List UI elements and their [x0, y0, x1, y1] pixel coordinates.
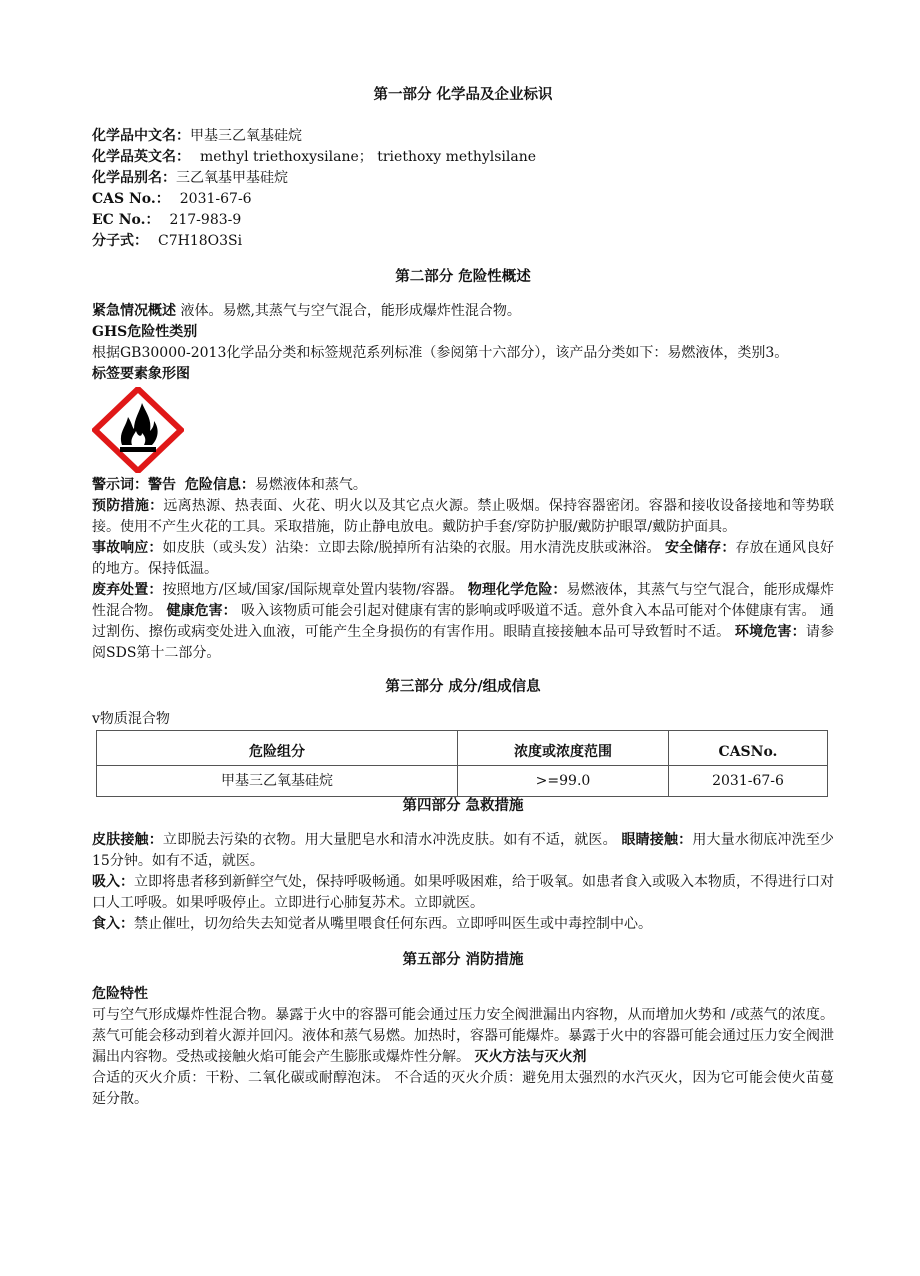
table-header-row	[97, 731, 828, 766]
document-page	[92, 84, 834, 1110]
ec-label: EC No.：	[92, 212, 160, 228]
alias-label: 化学品别名：	[92, 170, 176, 186]
header-component: 危险组分	[97, 731, 458, 766]
env-label: 环境危害：	[734, 624, 806, 640]
signal-word-value: 警告	[148, 477, 176, 493]
header-concentration: 浓度或浓度范围	[458, 731, 669, 766]
flame-pictogram-icon	[92, 387, 184, 473]
disposal-text: 按照地方/区域/国家/国际规章处置内装物/容器。	[162, 582, 468, 598]
physchem-text: 易燃液体，其蒸气与空气混合，能形成爆炸性混合物。	[92, 582, 835, 619]
cas-label: CAS No.：	[92, 191, 170, 207]
disposal-label: 废弃处置：	[92, 582, 163, 598]
cell-cas: 2031-67-6	[669, 766, 828, 797]
section-4-title: 第四部分 急救措施	[402, 797, 524, 814]
mixture-note: v物质混合物	[92, 711, 170, 727]
en-name-value: methyl triethoxysilane； triethoxy methylsilane	[200, 149, 537, 165]
header-cas: CASNo.	[669, 731, 828, 766]
inhalation-text: 立即将患者移到新鲜空气处，保持呼吸畅通。如果呼吸困难，给于吸氧。如患者食入或吸入本物质，不得进行口对口人工呼吸。如果呼吸停止。立即进行心肺复苏术。立即就医。	[92, 874, 834, 911]
fire-hazard-text: 可与空气形成爆炸性混合物。暴露于火中的容器可能会通过压力安全阀泄漏出内容物，从而增加火势和 /或蒸气的浓度。蒸气可能会移动到着火源并回闪。液体和蒸气易燃。加热时，容器可能爆炸。暴露于火中的容器可能会通过压力安全阀泄漏出内容物。受热或接触火焰可能会产生膨胀或爆炸性分解。	[92, 1007, 834, 1065]
storage-text: 存放在通风良好的地方。保持低温。	[92, 540, 835, 577]
pictogram-label: 标签要素象形图	[92, 366, 190, 382]
cas-value: 2031-67-6	[179, 191, 252, 207]
extinguish-method-text: 合适的灭火介质：干粉、二氧化碳或耐醇泡沫。 不合适的灭火介质：避免用太强烈的水汽灭火，因为它可能会使火苗蔓延分散。	[92, 1070, 834, 1107]
eye-contact-label: 眼睛接触：	[621, 832, 693, 848]
formula-label: 分子式：	[92, 233, 148, 249]
ingestion-label: 食入：	[92, 916, 134, 932]
identification-block	[92, 126, 834, 252]
emergency-text: 液体。易燃,其蒸气与空气混合，能形成爆炸性混合物。	[176, 303, 521, 319]
ingestion-text: 禁止催吐，切勿给失去知觉者从嘴里喂食任何东西。立即呼叫医生或中毒控制中心。	[134, 916, 652, 932]
skin-contact-text: 立即脱去污染的衣物。用大量肥皂水和清水冲洗皮肤。如有不适，就医。	[162, 832, 622, 848]
health-text: 吸入该物质可能会引起对健康有害的影响或呼吸道不适。意外食入本品可能对个体健康有害。 通过割伤、擦伤或病变处进入血液，可能产生全身损伤的有害作用。眼睛直接接触本品可导致暂时不适。	[92, 603, 835, 640]
hazard-info-text: 易燃液体和蒸气。	[254, 477, 367, 493]
response-label: 事故响应：	[92, 540, 163, 556]
section-5-title: 第五部分 消防措施	[402, 951, 524, 968]
section-3-title: 第三部分 成分/组成信息	[385, 678, 541, 695]
hazard-info-label: 危险信息：	[184, 477, 255, 493]
prevention-label: 预防措施：	[92, 498, 164, 514]
storage-label: 安全储存：	[665, 540, 736, 556]
env-text: 请参阅SDS第十二部分。	[92, 624, 835, 661]
section-1-title: 第一部分 化学品及企业标识	[373, 86, 553, 103]
cn-name-value: 甲基三乙氧基硅烷	[190, 128, 302, 144]
cn-name-label: 化学品中文名：	[92, 128, 190, 144]
extinguish-method-label: 灭火方法与灭火剂	[474, 1049, 587, 1065]
skin-contact-label: 皮肤接触：	[92, 832, 163, 848]
ec-value: 217-983-9	[169, 212, 242, 228]
health-label: 健康危害：	[166, 603, 237, 619]
physchem-label: 物理化学危险：	[467, 582, 567, 598]
emergency-label: 紧急情况概述	[92, 303, 176, 319]
ghs-text: 根据GB30000-2013化学品分类和标签规范系列标准（参阅第十六部分），该产品分类如下：易燃液体，类别3。	[92, 345, 789, 361]
fire-hazard-label: 危险特性	[92, 986, 148, 1002]
formula-value: C7H18O3Si	[158, 233, 243, 249]
cell-component: 甲基三乙氧基硅烷	[97, 766, 458, 797]
table-row	[97, 766, 828, 797]
signal-word-label: 警示词：	[92, 477, 148, 493]
prevention-text: 远离热源、热表面、火花、明火以及其它点火源。禁止吸烟。保持容器密闭。容器和接收设备接地和等势联接。使用不产生火花的工具。采取措施，防止静电放电。戴防护手套/穿防护服/戴防护眼罩/戴防护面具。	[92, 498, 834, 535]
inhalation-label: 吸入：	[92, 874, 134, 890]
cell-concentration: >=99.0	[458, 766, 669, 797]
alias-value: 三乙氧基甲基硅烷	[176, 170, 288, 186]
response-text: 如皮肤（或头发）沾染：立即去除/脱掉所有沾染的衣服。用水清洗皮肤或淋浴。	[162, 540, 666, 556]
en-name-label: 化学品英文名：	[92, 149, 190, 165]
section-2-title: 第二部分 危险性概述	[395, 268, 531, 285]
eye-contact-text: 用大量水彻底冲洗至少15分钟。如有不适，就医。	[92, 832, 835, 869]
ghs-label: GHS危险性类别	[92, 324, 198, 340]
composition-table	[96, 730, 828, 797]
